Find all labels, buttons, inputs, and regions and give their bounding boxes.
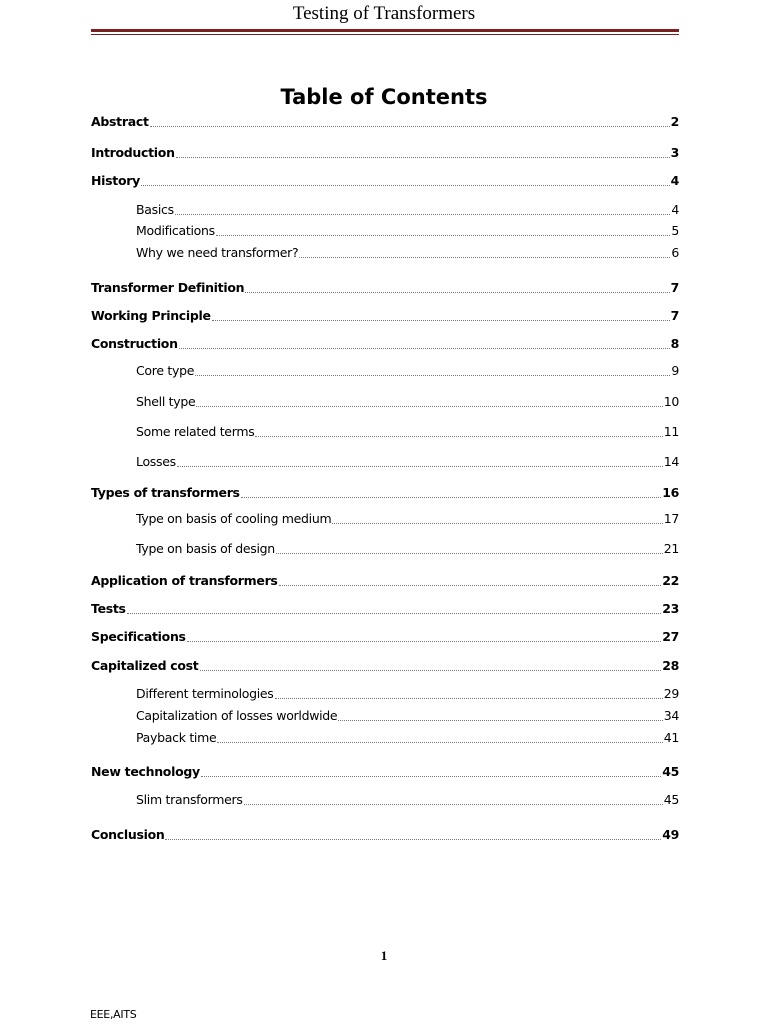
toc-entry-label: Basics	[136, 202, 174, 217]
toc-entry-label: Capitalized cost	[91, 658, 199, 673]
toc-entry-label: Losses	[136, 454, 176, 469]
toc-entry-page: 11	[663, 424, 679, 439]
dot-leader	[201, 776, 661, 777]
toc-entry-label: Capitalization of losses worldwide	[136, 708, 338, 723]
header-rule-thin	[91, 34, 679, 35]
toc-entry[interactable]	[91, 485, 679, 501]
dot-leader	[127, 613, 662, 614]
dot-leader	[245, 292, 669, 293]
dot-leader	[217, 742, 662, 743]
toc-entry[interactable]	[91, 336, 679, 352]
dot-leader	[150, 126, 670, 127]
toc-entry[interactable]	[91, 658, 679, 674]
toc-entry-label: History	[91, 173, 140, 188]
toc-entry-page: 7	[670, 308, 679, 323]
toc-entry-page: 34	[663, 708, 679, 723]
toc-entry[interactable]	[91, 173, 679, 189]
toc-entry-page: 4	[670, 173, 679, 188]
toc-entry[interactable]	[136, 686, 679, 702]
toc-entry[interactable]	[91, 629, 679, 645]
toc-entry[interactable]	[91, 308, 679, 324]
page-number: 1	[380, 948, 388, 963]
header-rule-thick	[91, 29, 679, 32]
dot-leader	[141, 185, 670, 186]
toc-entry-label: Abstract	[91, 114, 149, 129]
toc-entry-page: 28	[662, 658, 679, 673]
toc-entry-label: Application of transformers	[91, 573, 278, 588]
dot-leader	[187, 641, 662, 642]
toc-entry-label: Some related terms	[136, 424, 255, 439]
dot-leader	[299, 257, 670, 258]
toc-entry[interactable]	[136, 223, 679, 239]
toc-entry[interactable]	[91, 280, 679, 296]
toc-entry-label: Introduction	[91, 145, 175, 160]
toc-entry-label: Conclusion	[91, 827, 165, 842]
toc-entry[interactable]	[91, 764, 679, 780]
dot-leader	[338, 720, 662, 721]
toc-entry-page: 27	[662, 629, 679, 644]
toc-entry-page: 29	[663, 686, 679, 701]
dot-leader	[165, 839, 661, 840]
dot-leader	[216, 235, 671, 236]
dot-leader	[177, 466, 663, 467]
toc-entry[interactable]	[136, 363, 679, 379]
toc-entry-label: Slim transformers	[136, 792, 243, 807]
dot-leader	[275, 698, 663, 699]
dot-leader	[332, 523, 662, 524]
toc-entry-label: Tests	[91, 601, 126, 616]
toc-entry-label: Working Principle	[91, 308, 211, 323]
running-header: Testing of Transformers	[292, 3, 476, 24]
toc-entry-label: Why we need transformer?	[136, 245, 299, 260]
toc-entry[interactable]	[136, 792, 679, 808]
toc-entry-page: 8	[670, 336, 679, 351]
toc-entry-page: 4	[671, 202, 679, 217]
toc-entry-label: Modifications	[136, 223, 215, 238]
toc-entry[interactable]	[91, 573, 679, 589]
toc-entry-label: Type on basis of cooling medium	[136, 511, 332, 526]
dot-leader	[179, 348, 670, 349]
toc-entry-page: 7	[670, 280, 679, 295]
toc-entry-page: 5	[671, 223, 679, 238]
dot-leader	[196, 406, 662, 407]
running-footer: EEE,AITS	[90, 1008, 137, 1021]
toc-entry[interactable]	[91, 145, 679, 161]
toc-entry-page: 49	[662, 827, 679, 842]
toc-entry-label: Different terminologies	[136, 686, 274, 701]
toc-entry-page: 10	[663, 394, 679, 409]
toc-entry[interactable]	[136, 730, 679, 746]
dot-leader	[279, 585, 662, 586]
toc-entry-page: 45	[662, 764, 679, 779]
toc-entry-page: 16	[662, 485, 679, 500]
toc-entry[interactable]	[136, 541, 679, 557]
toc-entry-page: 3	[670, 145, 679, 160]
toc-entry[interactable]	[136, 245, 679, 261]
toc-entry[interactable]	[136, 394, 679, 410]
toc-entry-label: Types of transformers	[91, 485, 240, 500]
toc-entry-page: 9	[671, 363, 679, 378]
dot-leader	[200, 670, 662, 671]
toc-entry[interactable]	[136, 424, 679, 440]
toc-entry-page: 41	[663, 730, 679, 745]
toc-entry[interactable]	[136, 511, 679, 527]
toc-entry-page: 14	[663, 454, 679, 469]
toc-entry-page: 45	[663, 792, 679, 807]
toc-entry-page: 21	[663, 541, 679, 556]
dot-leader	[176, 157, 670, 158]
dot-leader	[244, 804, 663, 805]
dot-leader	[212, 320, 670, 321]
toc-entry-label: Shell type	[136, 394, 196, 409]
toc-entry[interactable]	[136, 454, 679, 470]
toc-entry-label: New technology	[91, 764, 200, 779]
dot-leader	[241, 497, 662, 498]
toc-entry-label: Type on basis of design	[136, 541, 275, 556]
toc-entry-page: 17	[663, 511, 679, 526]
toc-entry-page: 6	[671, 245, 679, 260]
dot-leader	[195, 375, 670, 376]
toc-entry-page: 22	[662, 573, 679, 588]
toc-entry-label: Specifications	[91, 629, 186, 644]
toc-entry[interactable]	[91, 601, 679, 617]
dot-leader	[255, 436, 662, 437]
toc-entry-page: 23	[662, 601, 679, 616]
toc-entry-label: Construction	[91, 336, 178, 351]
toc-entry[interactable]	[91, 114, 679, 130]
toc-entry-label: Payback time	[136, 730, 217, 745]
toc-entry-label: Transformer Definition	[91, 280, 245, 295]
dot-leader	[175, 214, 671, 215]
toc-entry[interactable]	[91, 827, 679, 843]
toc-entry-label: Core type	[136, 363, 195, 378]
toc-entry-page: 2	[670, 114, 679, 129]
toc-entry[interactable]	[136, 202, 679, 218]
toc-entry[interactable]	[136, 708, 679, 724]
toc-title: Table of Contents	[280, 85, 488, 109]
dot-leader	[276, 553, 663, 554]
